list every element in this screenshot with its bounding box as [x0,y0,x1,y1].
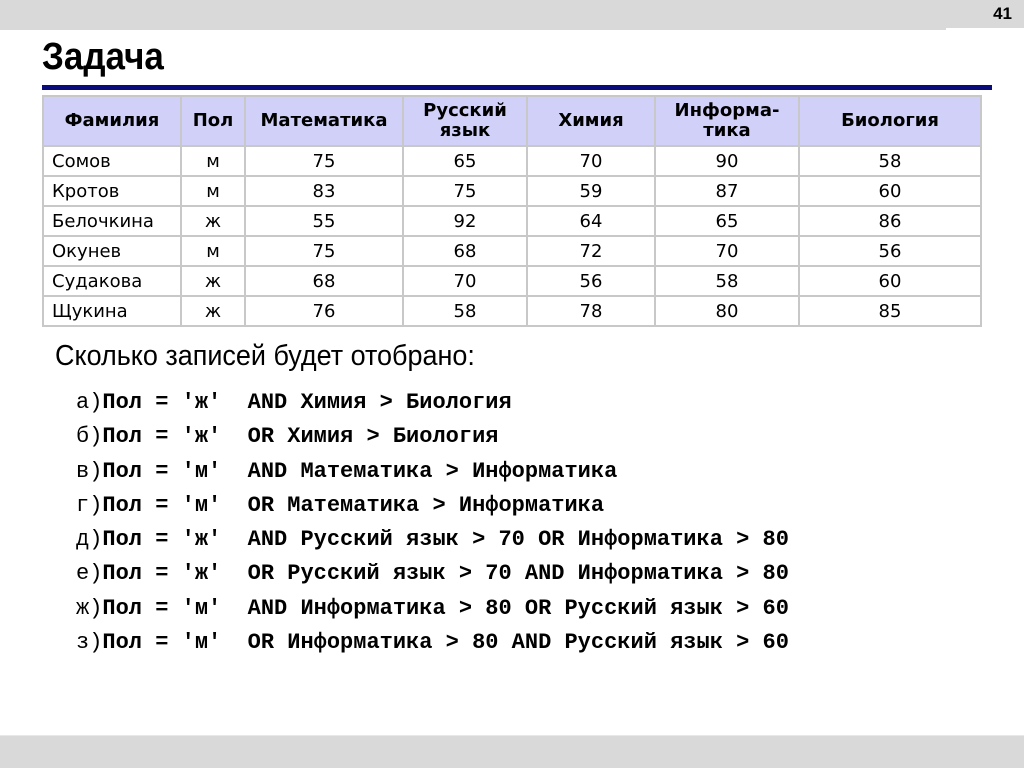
header-text: Биология [841,110,939,131]
slide-title: Задача [42,36,164,78]
cell-chemistry: 78 [527,296,655,326]
cell-informatics: 58 [655,266,799,296]
cell-gender: м [181,176,245,206]
col-header-russian [403,96,527,146]
query-item [76,594,789,628]
table-row [43,206,981,236]
cell-gender: ж [181,206,245,236]
students-table [42,95,982,327]
col-header-biology [799,96,981,146]
query-item [76,525,789,559]
query-letter: в) [76,458,103,484]
cell-biology: 60 [799,176,981,206]
cell-russian: 58 [403,296,527,326]
cell-math: 83 [245,176,403,206]
query-expression: Пол = 'м' AND Информатика > 80 OR Русский язык > 60 [102,595,789,621]
header-text: Химия [558,110,624,131]
question-text: Сколько записей будет отобрано: [55,340,475,372]
cell-gender: ж [181,296,245,326]
cell-russian: 65 [403,146,527,176]
cell-math: 75 [245,236,403,266]
query-item [76,628,789,662]
header-text: Информа- [674,100,780,121]
cell-informatics: 65 [655,206,799,236]
cell-informatics: 70 [655,236,799,266]
cell-math: 75 [245,146,403,176]
table-row [43,266,981,296]
cell-math: 76 [245,296,403,326]
query-expression: Пол = 'м' OR Математика > Информатика [102,492,605,518]
cell-math: 55 [245,206,403,236]
table-row [43,236,981,266]
query-letter: б) [76,424,103,450]
header-text: Математика [260,110,388,131]
cell-surname: Окунев [43,236,181,266]
query-expression: Пол = 'ж' AND Русский язык > 70 OR Информатика > 80 [102,527,789,553]
cell-surname: Кротов [43,176,181,206]
slide-number: 41 [993,4,1012,23]
title-underline [42,85,992,90]
header-text: язык [439,120,491,141]
cell-biology: 86 [799,206,981,236]
query-letter: д) [76,527,103,553]
cell-informatics: 87 [655,176,799,206]
col-header-math [245,96,403,146]
cell-russian: 92 [403,206,527,236]
cell-russian: 70 [403,266,527,296]
query-item [76,422,789,456]
table-row [43,296,981,326]
header-text: Фамилия [64,110,160,131]
cell-surname: Белочкина [43,206,181,236]
col-header-chemistry [527,96,655,146]
table-row [43,146,981,176]
col-header-informatics [655,96,799,146]
cell-math: 68 [245,266,403,296]
cell-chemistry: 56 [527,266,655,296]
query-expression: Пол = 'ж' OR Химия > Биология [102,424,499,450]
query-item [76,388,789,422]
top-bar [0,0,1024,30]
query-list [76,388,789,662]
cell-surname: Щукина [43,296,181,326]
cell-biology: 60 [799,266,981,296]
query-letter: г) [76,492,103,518]
cell-biology: 85 [799,296,981,326]
cell-surname: Судакова [43,266,181,296]
top-bar-notch [946,28,1024,32]
cell-chemistry: 72 [527,236,655,266]
col-header-gender [181,96,245,146]
table-row [43,176,981,206]
cell-biology: 58 [799,146,981,176]
header-text: тика [703,120,751,141]
header-text: Русский [423,100,507,121]
cell-gender: м [181,236,245,266]
table-header-row [43,96,981,146]
query-letter: ж) [76,595,103,621]
query-item [76,491,789,525]
cell-surname: Сомов [43,146,181,176]
cell-chemistry: 70 [527,146,655,176]
header-text: Пол [192,110,234,131]
bottom-bar [0,735,1024,768]
cell-biology: 56 [799,236,981,266]
query-item [76,559,789,593]
query-letter: з) [76,630,103,656]
cell-chemistry: 59 [527,176,655,206]
cell-gender: м [181,146,245,176]
cell-informatics: 90 [655,146,799,176]
cell-russian: 68 [403,236,527,266]
query-item [76,457,789,491]
query-letter: е) [76,561,103,587]
cell-informatics: 80 [655,296,799,326]
cell-chemistry: 64 [527,206,655,236]
query-expression: Пол = 'м' AND Математика > Информатика [102,458,618,484]
cell-gender: ж [181,266,245,296]
cell-russian: 75 [403,176,527,206]
query-letter: а) [76,390,103,415]
query-expression: Пол = 'м' OR Информатика > 80 AND Русский язык > 60 [102,630,789,656]
query-expression: Пол = 'ж' AND Химия > Биология [102,390,512,415]
col-header-surname [43,96,181,146]
query-expression: Пол = 'ж' OR Русский язык > 70 AND Информатика > 80 [102,561,789,587]
